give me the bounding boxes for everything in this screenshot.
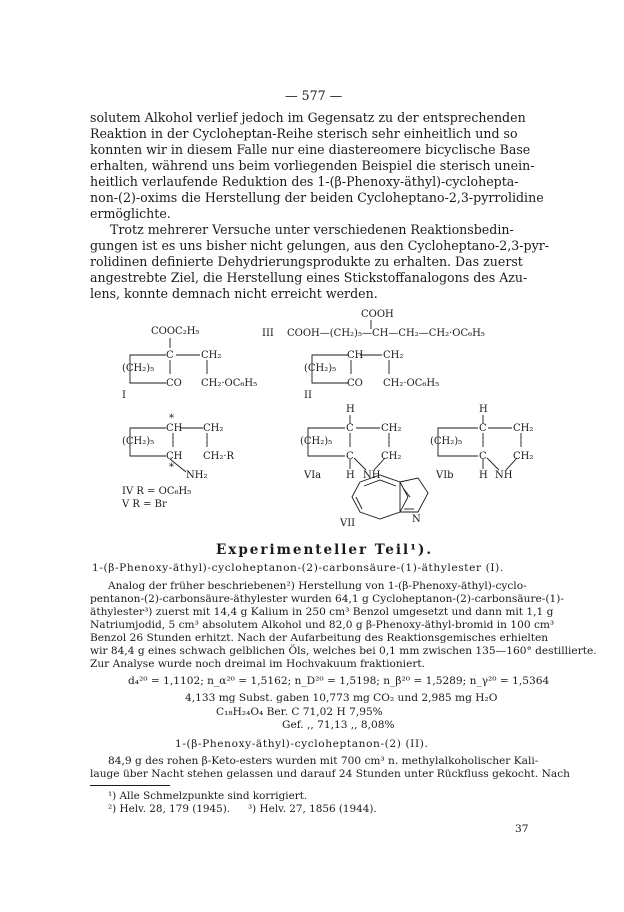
text-line: pentanon-(2)-carbonsäure-äthylester wurden 64,1 g Cycloheptanon-(2)-carbonsäure-(1)- [90,593,564,605]
formula-label: * [169,413,174,424]
text-line: Analog der früher beschriebenen²) Herstellung von 1-(β-Phenoxy-äthyl)-cyclo- [108,580,527,592]
formula-label: H [479,470,488,481]
compound-label: V R = Br [122,499,167,510]
formula-label: CH₂ [203,423,224,434]
text-line: gungen ist es uns bisher nicht gelungen, aus den Cycloheptano-2,3-pyr- [90,238,549,253]
formula-label: CH₂·OC₆H₅ [201,378,258,389]
text-line: lens, konnte demnach nicht erreicht werden. [90,286,378,301]
text-line: non-(2)-oxims die Herstellung der beiden Cycloheptano-2,3-pyrrolidine [90,190,544,205]
text-line: solutem Alkohol verlief jedoch im Gegensatz zu der entsprechenden [90,110,526,125]
formula-label: N [412,514,421,525]
text-line: konnten wir in diesem Falle nur eine diastereomere bicyclische Base [90,142,531,157]
compound-label: III [262,328,274,339]
physical-constants: d₄²⁰ = 1,1102; n_α²⁰ = 1,5162; n_D²⁰ = 1,5198; n_β²⁰ = 1,5289; n_γ²⁰ = 1,5364 [128,675,550,687]
formula-label: C [346,423,354,434]
formula-label: C [166,350,174,361]
formula-label: CH₂ [513,423,534,434]
text-line: Natriumjodid, 5 cm³ absolutem Alkohol und 82,0 g β-Phenoxy-äthyl-bromid in 100 cm³ [90,619,555,631]
text-line: heitlich verlaufende Reduktion des 1-(β-Phenoxy-äthyl)-cyclohepta- [90,174,519,189]
formula-label: CH₂ [381,451,402,462]
text-line: ermöglichte. [90,206,171,221]
text-line: Trotz mehrerer Versuche unter verschiedenen Reaktionsbedin- [110,222,514,237]
formula-label: (CH₂)₅ [300,436,333,447]
compound-label: I [122,390,126,401]
formula-label: C [479,423,487,434]
footnote: ³) Helv. 27, 1856 (1944). [248,803,377,815]
footnote-rule [90,785,170,786]
text-line: lauge über Nacht stehen gelassen und darauf 24 Stunden unter Rückfluss gekocht. Nach [90,768,571,780]
formula-label: CO [166,378,182,389]
formula-label: CH₂ [201,350,222,361]
formula-label: CH₂ [513,451,534,462]
text-line: Reaktion in der Cycloheptan-Reihe sterisch sehr einheitlich und so [90,126,518,141]
footnote: ¹) Alle Schmelzpunkte sind korrigiert. [108,790,308,802]
footnote: ²) Helv. 28, 179 (1945). [108,803,231,815]
formula-label: (CH₂)₅ [122,436,155,447]
formula-label: NH [495,470,513,481]
compound-label: VII [340,518,356,529]
compound-label: II [304,390,312,401]
formula-label: CH₂ [381,423,402,434]
formula-label: H [346,404,355,415]
compound-label: IV R = OC₆H₅ [122,486,192,497]
formula-label: NH [363,470,381,481]
analysis-line: Gef. ,, 71,13 ,, 8,08% [282,719,395,731]
formula-label: C [479,451,487,462]
compound-label: VIa [304,470,322,481]
formula-label: CO [347,378,363,389]
text-line: 84,9 g des rohen β-Keto-esters wurden mit 700 cm³ n. methylalkoholischer Kali- [108,755,539,767]
text-line: äthylester³) zuerst mit 14,4 g Kalium in 250 cm³ Benzol umgesetzt und dann mit 1,1 g [90,606,554,618]
formula-label: H [479,404,488,415]
text-line: wir 84,4 g eines schwach gelblichen Öls, welches bei 0,1 mm zwischen 135—160° destillierte. [90,645,597,657]
footer-page-number: 37 [515,823,529,835]
formula-label: CH₂·R [203,451,235,462]
text-line: Benzol 26 Stunden erhitzt. Nach der Aufarbeitung des Reaktionsgemisches erhielten [90,632,549,644]
formula-label: CH₂·OC₆H₅ [383,378,440,389]
formula-label: (CH₂)₅ [304,363,337,374]
analysis-line: C₁₈H₂₄O₄ Ber. C 71,02 H 7,95% [216,706,383,718]
subsection-title: 1-(β-Phenoxy-äthyl)-cycloheptanon-(2) (II). [175,738,429,750]
formula-label: NH₂ [186,470,208,481]
section-heading: Experimenteller Teil¹). [216,542,434,558]
text-line: rolidinen definierte Dehydrierungsprodukte zu erhalten. Das zuerst [90,254,523,269]
formula-label: H [346,470,355,481]
formula-label: CH [347,350,364,361]
formula-label: (CH₂)₅ [122,363,155,374]
text-line: Zur Analyse wurde noch dreimal im Hochvakuum fraktioniert. [90,658,426,670]
formula-label: C [346,451,354,462]
formula-label: COOC₂H₅ [151,326,200,337]
subsection-title: 1-(β-Phenoxy-äthyl)-cycloheptanon-(2)-carbonsäure-(1)-äthylester (I). [92,562,504,574]
text-line: erhalten, während uns beim vorliegenden Beispiel die sterisch unein- [90,158,535,173]
compound-label: VIb [436,470,454,481]
formula-label: COOH [361,309,394,320]
formula-label: COOH—(CH₂)₅—CH—CH₂—CH₂·OC₆H₅ [287,328,485,339]
analysis-line: 4,133 mg Subst. gaben 10,773 mg CO₂ und 2,985 mg H₂O [185,692,498,704]
text-line: angestrebte Ziel, die Herstellung eines Stickstoffanalogons des Azu- [90,270,528,285]
formula-label: * [169,462,174,473]
formula-label: (CH₂)₅ [430,436,463,447]
page-number: — 577 — [285,88,343,103]
formula-label: CH [166,451,183,462]
formula-label: CH₂ [383,350,404,361]
formula-label: CH [166,423,183,434]
